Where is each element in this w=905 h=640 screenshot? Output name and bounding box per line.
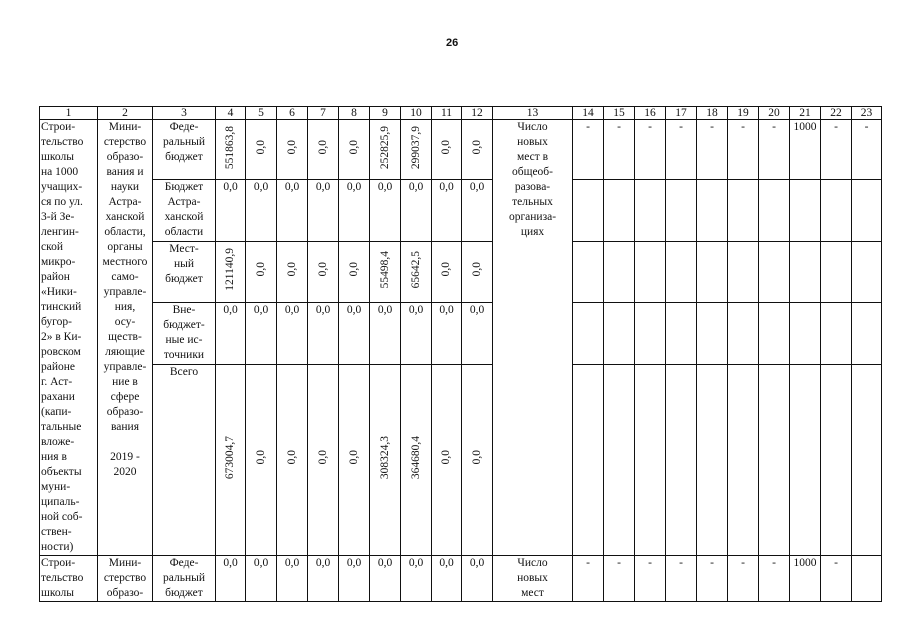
column-header: 1 <box>40 107 98 120</box>
amount-cell <box>462 241 493 302</box>
amount-cell: 0,0 <box>246 180 277 241</box>
amount-cell <box>370 120 401 180</box>
amount-cell: 0,0 <box>216 556 246 602</box>
amount-cell <box>401 120 432 180</box>
amount-cell <box>308 120 339 180</box>
column-header: 2 <box>98 107 153 120</box>
target-value-cell: - <box>759 556 790 602</box>
column-header: 12 <box>462 107 493 120</box>
amount-value: 0,0 <box>347 262 360 277</box>
column-header: 21 <box>790 107 821 120</box>
amount-cell: 0,0 <box>308 303 339 364</box>
target-value-cell: - <box>821 120 852 180</box>
amount-cell <box>432 364 462 555</box>
target-empty-cell <box>852 241 882 302</box>
target-empty-cell <box>728 241 759 302</box>
executor-cell: Мини- стерство образо- вания и науки Астра- ханской области, органы местного само- управле- ния, осу- ществ- ляющие управле- ние в сфере образо- вания 2019 - 2020 <box>98 120 153 556</box>
amount-value: 0,0 <box>470 140 483 155</box>
target-empty-cell <box>635 303 666 364</box>
funding-source-cell: Феде- ральный бюджет <box>153 556 216 602</box>
table-row <box>40 303 882 364</box>
amount-value: 0,0 <box>470 450 483 465</box>
target-value-cell: - <box>728 120 759 180</box>
target-empty-cell <box>604 180 635 241</box>
table-row <box>40 241 882 302</box>
amount-value: 55498,4 <box>378 250 391 289</box>
amount-value: 0,0 <box>316 140 329 155</box>
column-header: 7 <box>308 107 339 120</box>
amount-cell <box>308 364 339 555</box>
target-value-cell: - <box>728 556 759 602</box>
column-header: 17 <box>666 107 697 120</box>
target-empty-cell <box>573 303 604 364</box>
funding-source-cell: Мест- ный бюджет <box>153 241 216 302</box>
amount-value: 0,0 <box>316 262 329 277</box>
amount-value: 0,0 <box>285 140 298 155</box>
target-value-cell: 1000 <box>790 556 821 602</box>
target-empty-cell <box>573 241 604 302</box>
target-empty-cell <box>604 241 635 302</box>
amount-value: 673004,7 <box>224 435 236 479</box>
amount-value: 0,0 <box>440 262 452 277</box>
column-header: 3 <box>153 107 216 120</box>
target-empty-cell <box>759 303 790 364</box>
amount-value: 364680,4 <box>409 435 422 479</box>
target-empty-cell <box>604 364 635 555</box>
amount-value: 0,0 <box>470 262 483 277</box>
amount-cell <box>462 364 493 555</box>
target-value-cell: - <box>697 120 728 180</box>
indicator-cell: Число новых мест в общеоб- разова- тельных организа- циях <box>493 120 573 556</box>
target-empty-cell <box>604 303 635 364</box>
amount-value: 0,0 <box>254 450 267 465</box>
column-header: 20 <box>759 107 790 120</box>
amount-cell: 0,0 <box>277 180 308 241</box>
amount-cell: 0,0 <box>339 556 370 602</box>
target-value-cell: - <box>573 120 604 180</box>
column-header: 11 <box>432 107 462 120</box>
target-empty-cell <box>821 364 852 555</box>
amount-cell <box>277 120 308 180</box>
amount-cell: 0,0 <box>432 180 462 241</box>
amount-value: 0,0 <box>440 450 452 465</box>
target-empty-cell <box>821 303 852 364</box>
amount-cell: 0,0 <box>339 180 370 241</box>
table-row <box>40 364 882 555</box>
table-row <box>40 556 882 602</box>
amount-value: 121140,9 <box>224 248 236 291</box>
target-empty-cell <box>821 180 852 241</box>
amount-value: 0,0 <box>316 450 329 465</box>
target-empty-cell <box>573 180 604 241</box>
amount-cell <box>246 120 277 180</box>
object-name-cell: Строи- тельство школы <box>40 556 98 602</box>
amount-cell <box>277 241 308 302</box>
amount-value: 299037,9 <box>409 125 422 169</box>
amount-cell <box>216 364 246 555</box>
target-empty-cell <box>635 180 666 241</box>
target-empty-cell <box>728 303 759 364</box>
target-value-cell: - <box>821 556 852 602</box>
amount-cell <box>432 120 462 180</box>
amount-cell: 0,0 <box>401 556 432 602</box>
amount-cell <box>216 120 246 180</box>
amount-cell: 0,0 <box>246 556 277 602</box>
amount-value: 0,0 <box>440 140 452 155</box>
amount-cell: 0,0 <box>308 180 339 241</box>
column-header: 9 <box>370 107 401 120</box>
target-empty-cell <box>728 180 759 241</box>
target-empty-cell <box>697 364 728 555</box>
amount-cell: 0,0 <box>432 556 462 602</box>
amount-cell: 0,0 <box>370 556 401 602</box>
amount-cell <box>277 364 308 555</box>
target-empty-cell <box>852 180 882 241</box>
amount-value: 551863,8 <box>224 125 236 169</box>
target-empty-cell <box>790 241 821 302</box>
target-value-cell: - <box>635 120 666 180</box>
amount-cell: 0,0 <box>462 556 493 602</box>
table-row <box>40 180 882 241</box>
amount-cell: 0,0 <box>308 556 339 602</box>
column-header: 6 <box>277 107 308 120</box>
target-empty-cell <box>759 364 790 555</box>
column-header: 13 <box>493 107 573 120</box>
budget-table <box>39 106 882 602</box>
target-empty-cell <box>666 364 697 555</box>
amount-value: 308324,3 <box>378 435 391 479</box>
target-value-cell: - <box>852 120 882 180</box>
column-header: 5 <box>246 107 277 120</box>
target-empty-cell <box>790 303 821 364</box>
amount-cell <box>370 241 401 302</box>
column-header: 22 <box>821 107 852 120</box>
target-empty-cell <box>852 303 882 364</box>
amount-value: 0,0 <box>285 450 298 465</box>
target-value-cell: - <box>573 556 604 602</box>
target-empty-cell <box>728 364 759 555</box>
amount-cell: 0,0 <box>216 180 246 241</box>
target-empty-cell <box>635 241 666 302</box>
target-empty-cell <box>666 303 697 364</box>
amount-cell <box>370 364 401 555</box>
amount-value: 65642,5 <box>409 250 422 289</box>
amount-cell <box>216 241 246 302</box>
amount-cell <box>462 120 493 180</box>
table-row <box>40 120 882 180</box>
amount-cell: 0,0 <box>432 303 462 364</box>
target-value-cell: - <box>666 556 697 602</box>
target-empty-cell <box>821 241 852 302</box>
target-value-cell: 1000 <box>790 120 821 180</box>
amount-cell <box>339 364 370 555</box>
amount-value: 252825,9 <box>378 125 391 169</box>
amount-cell <box>246 241 277 302</box>
amount-cell <box>432 241 462 302</box>
amount-cell <box>339 120 370 180</box>
target-empty-cell <box>666 241 697 302</box>
funding-source-cell: Всего <box>153 364 216 555</box>
amount-value: 0,0 <box>347 450 360 465</box>
amount-cell <box>308 241 339 302</box>
indicator-cell: Число новых мест <box>493 556 573 602</box>
target-empty-cell <box>635 364 666 555</box>
target-empty-cell <box>790 364 821 555</box>
target-empty-cell <box>852 364 882 555</box>
target-empty-cell <box>666 180 697 241</box>
header-row <box>40 107 882 120</box>
amount-value: 0,0 <box>254 140 267 155</box>
target-empty-cell <box>573 364 604 555</box>
column-header: 15 <box>604 107 635 120</box>
funding-source-cell: Вне- бюджет- ные ис- точники <box>153 303 216 364</box>
target-value-cell: - <box>759 120 790 180</box>
amount-cell <box>401 364 432 555</box>
amount-value: 0,0 <box>347 140 360 155</box>
column-header: 23 <box>852 107 882 120</box>
column-header: 8 <box>339 107 370 120</box>
amount-cell: 0,0 <box>246 303 277 364</box>
target-empty-cell <box>697 180 728 241</box>
amount-cell: 0,0 <box>462 303 493 364</box>
amount-cell: 0,0 <box>401 180 432 241</box>
amount-cell: 0,0 <box>462 180 493 241</box>
amount-cell: 0,0 <box>277 303 308 364</box>
target-value-cell: - <box>604 120 635 180</box>
amount-value: 0,0 <box>254 262 267 277</box>
column-header: 10 <box>401 107 432 120</box>
amount-cell: 0,0 <box>370 180 401 241</box>
target-empty-cell <box>759 180 790 241</box>
column-header: 16 <box>635 107 666 120</box>
target-value-cell: - <box>666 120 697 180</box>
column-header: 4 <box>216 107 246 120</box>
funding-source-cell: Феде- ральный бюджет <box>153 120 216 180</box>
target-empty-cell <box>697 303 728 364</box>
target-value-cell: - <box>604 556 635 602</box>
column-header: 19 <box>728 107 759 120</box>
amount-cell <box>401 241 432 302</box>
amount-cell <box>246 364 277 555</box>
object-name-cell: Строи- тельство школы на 1000 учащих- ся по ул. 3-й Зе- ленгин- ской микро- район «Ники- тинский бугор- 2» в Ки- ровском районе г. Аст- рахани (капи- тальные вложе- ния в объекты муни- ципаль- ной соб- ствен- ности) <box>40 120 98 556</box>
amount-cell: 0,0 <box>277 556 308 602</box>
amount-cell: 0,0 <box>401 303 432 364</box>
executor-cell: Мини- стерство образо- <box>98 556 153 602</box>
column-header: 14 <box>573 107 604 120</box>
target-value-cell: - <box>635 556 666 602</box>
target-empty-cell <box>790 180 821 241</box>
amount-cell: 0,0 <box>370 303 401 364</box>
amount-cell <box>339 241 370 302</box>
target-empty-cell <box>697 241 728 302</box>
amount-cell: 0,0 <box>339 303 370 364</box>
amount-cell: 0,0 <box>216 303 246 364</box>
funding-source-cell: Бюджет Астра- ханской области <box>153 180 216 241</box>
target-empty-cell <box>759 241 790 302</box>
column-header: 18 <box>697 107 728 120</box>
target-value-cell: - <box>697 556 728 602</box>
amount-value: 0,0 <box>285 262 298 277</box>
page-number: 26 <box>446 37 459 49</box>
target-value-cell <box>852 556 882 602</box>
